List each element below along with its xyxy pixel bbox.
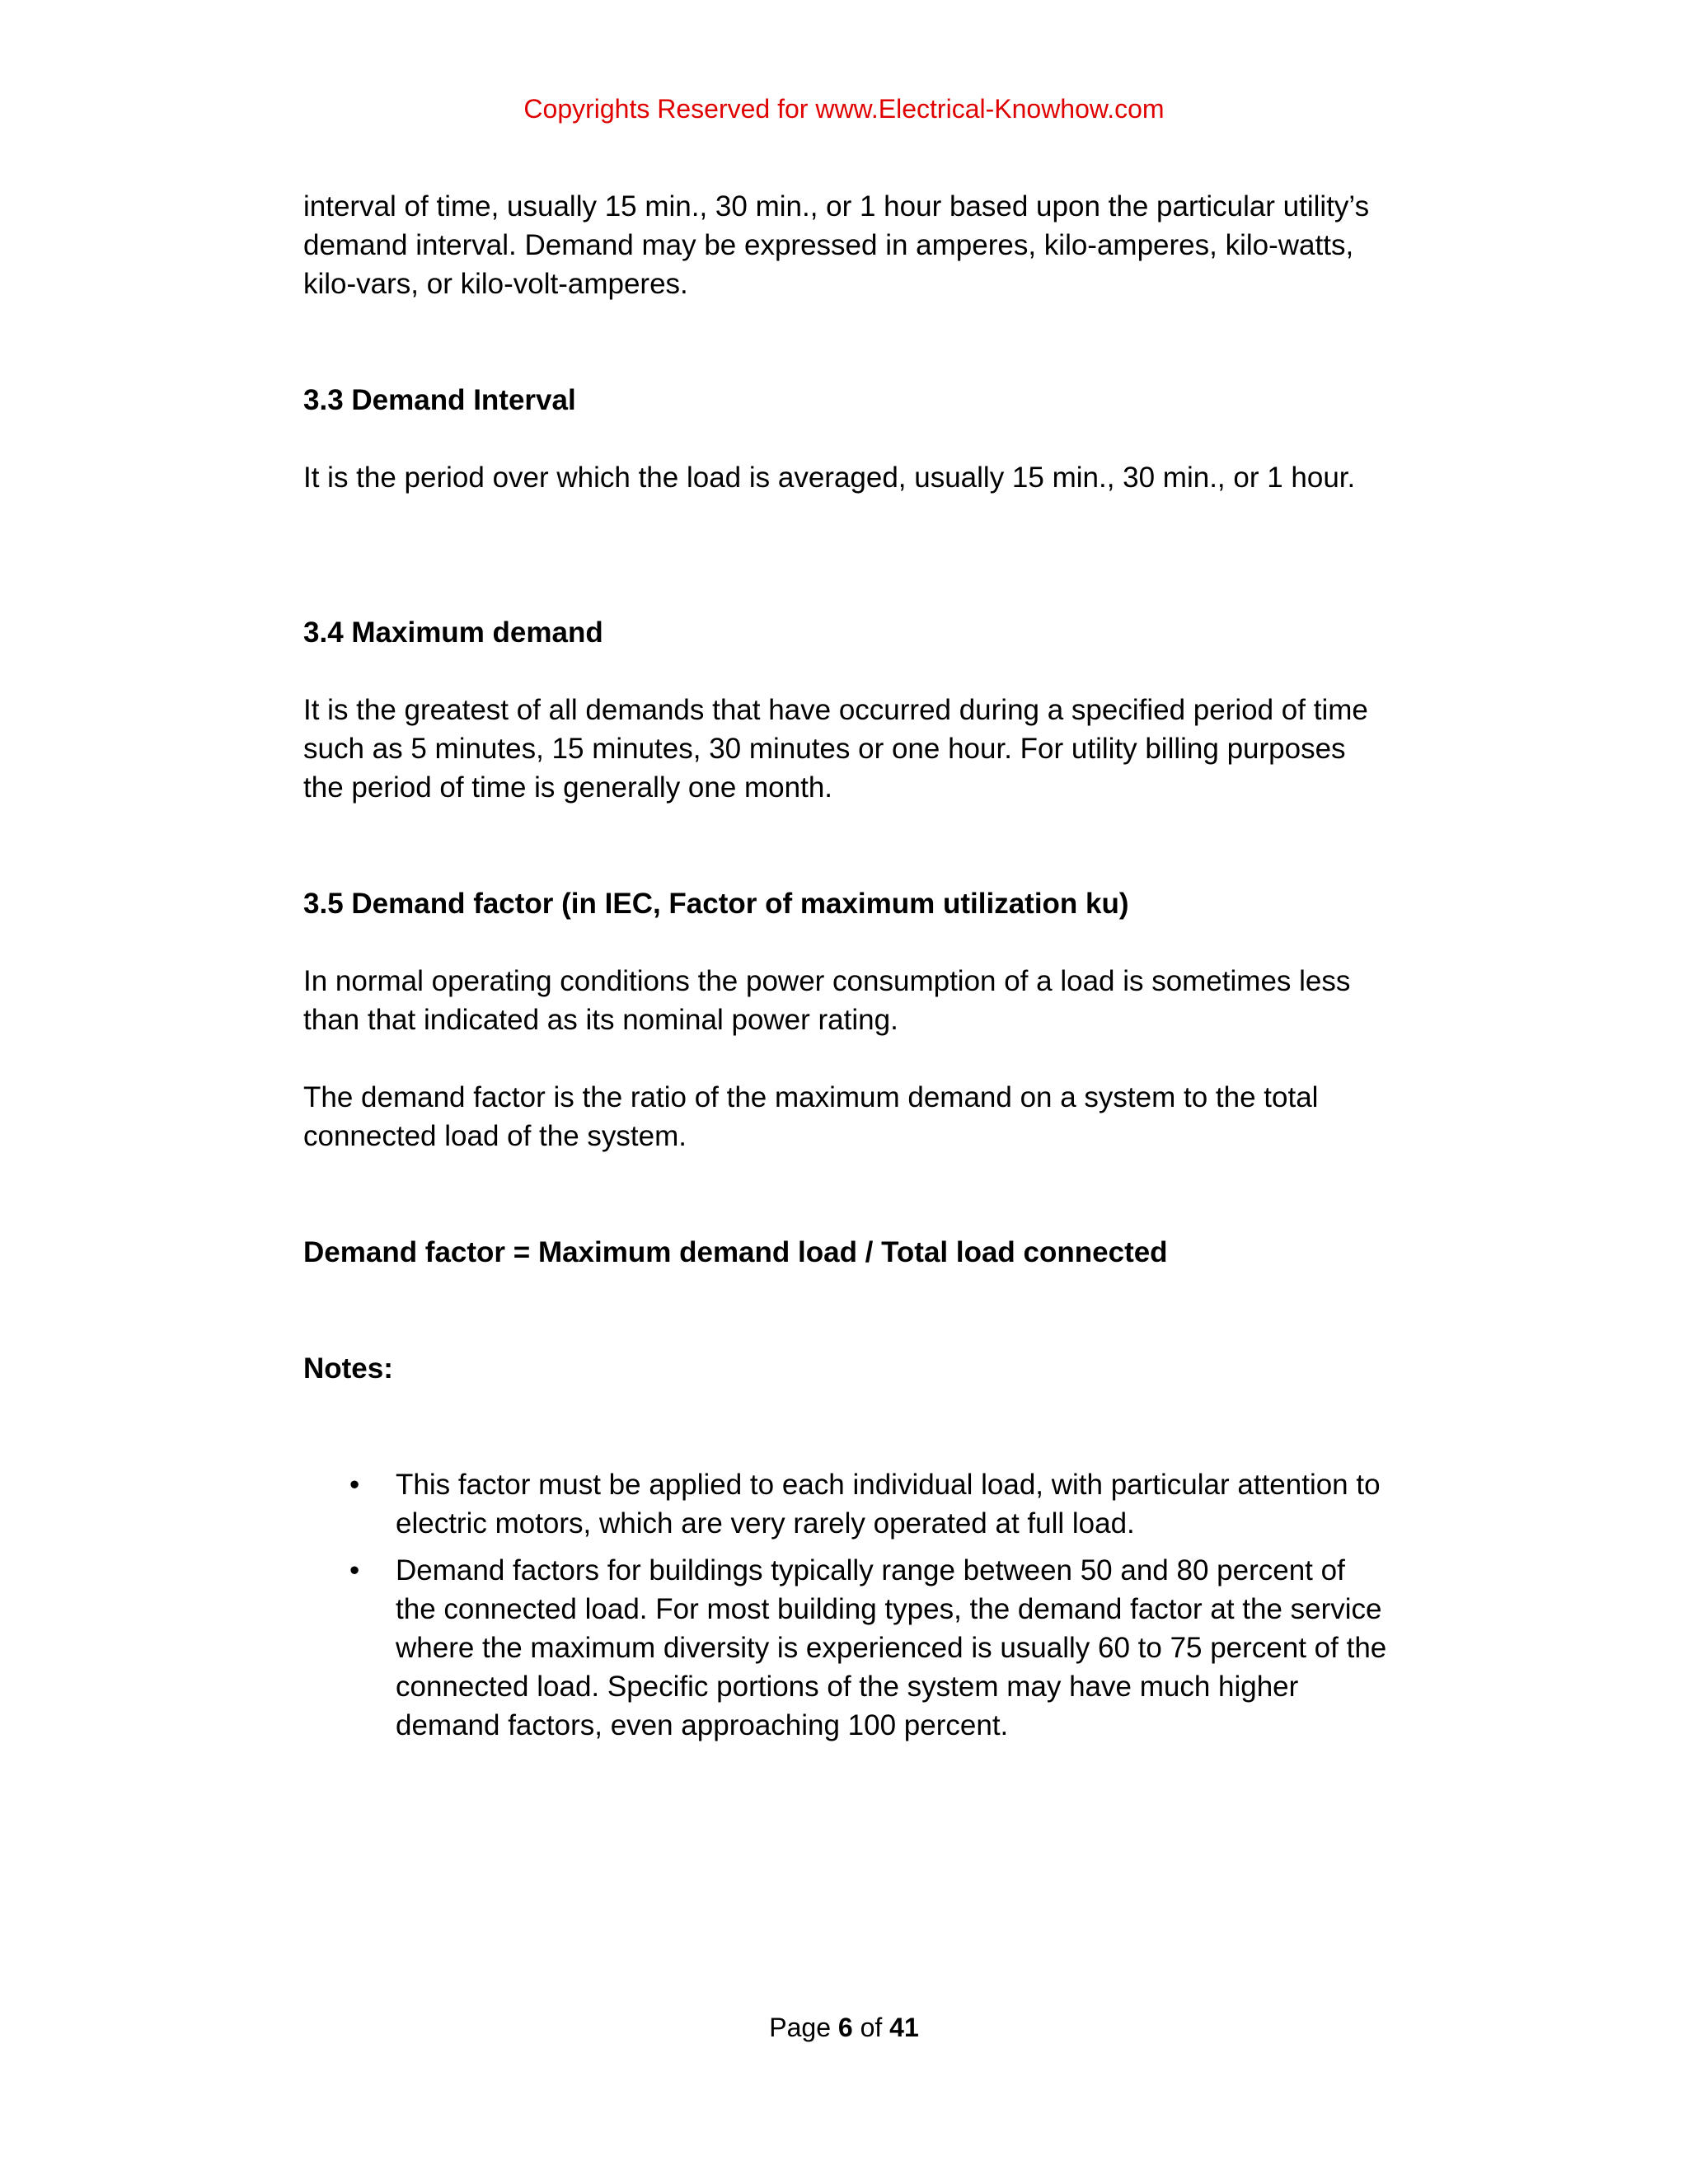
heading-demand-factor: 3.5 Demand factor (in IEC, Factor of maximum utilization ku) xyxy=(303,888,1129,920)
bullet-icon: • xyxy=(349,1469,360,1501)
document-body xyxy=(303,187,1391,1753)
list-item xyxy=(303,1551,1391,1745)
note-text: Demand factors for buildings typically range between 50 and 80 percent of the connected load. For most building types, the demand factor at the service where the maximum diversity is experienced is usually 60 to 75 percent of the connected load. Specific portions of the system may have much higher demand factors, even approaching 100 percent. xyxy=(396,1554,1387,1741)
heading-demand-interval: 3.3 Demand Interval xyxy=(303,384,576,416)
page-number: 6 xyxy=(837,2013,853,2042)
copyright-header: Copyrights Reserved for www.Electrical-Knowhow.com xyxy=(523,94,1165,124)
demand-factor-paragraph-2: The demand factor is the ratio of the maximum demand on a system to the total connected load of the system. xyxy=(303,1081,1319,1152)
notes-label: Notes: xyxy=(303,1352,393,1385)
bullet-icon: • xyxy=(349,1554,360,1586)
demand-factor-formula: Demand factor = Maximum demand load / Total load connected xyxy=(303,1236,1168,1268)
page-footer xyxy=(0,2011,1688,2044)
demand-factor-paragraph-1: In normal operating conditions the power consumption of a load is sometimes less than that indicated as its nominal power rating. xyxy=(303,965,1351,1036)
of-word: of xyxy=(860,2013,883,2042)
demand-interval-paragraph: It is the period over which the load is averaged, usually 15 min., 30 min., or 1 hour. xyxy=(303,462,1356,494)
heading-maximum-demand: 3.4 Maximum demand xyxy=(303,616,603,649)
list-item xyxy=(303,1465,1391,1543)
note-text: This factor must be applied to each individual load, with particular attention to electric motors, which are very rarely operated at full load. xyxy=(396,1469,1381,1540)
maximum-demand-paragraph: It is the greatest of all demands that have occurred during a specified period of time such as 5 minutes, 15 minutes, 30 minutes or one hour. For utility billing purposes the period of time is generally one month. xyxy=(303,694,1368,804)
notes-list xyxy=(303,1465,1391,1745)
page-word: Page xyxy=(769,2013,831,2042)
intro-paragraph: interval of time, usually 15 min., 30 min., or 1 hour based upon the particular utility’s demand interval. Demand may be expressed in amperes, kilo-amperes, kilo-watts, kilo-vars, or kilo-volt-amperes. xyxy=(303,190,1370,300)
total-pages: 41 xyxy=(889,2013,919,2042)
